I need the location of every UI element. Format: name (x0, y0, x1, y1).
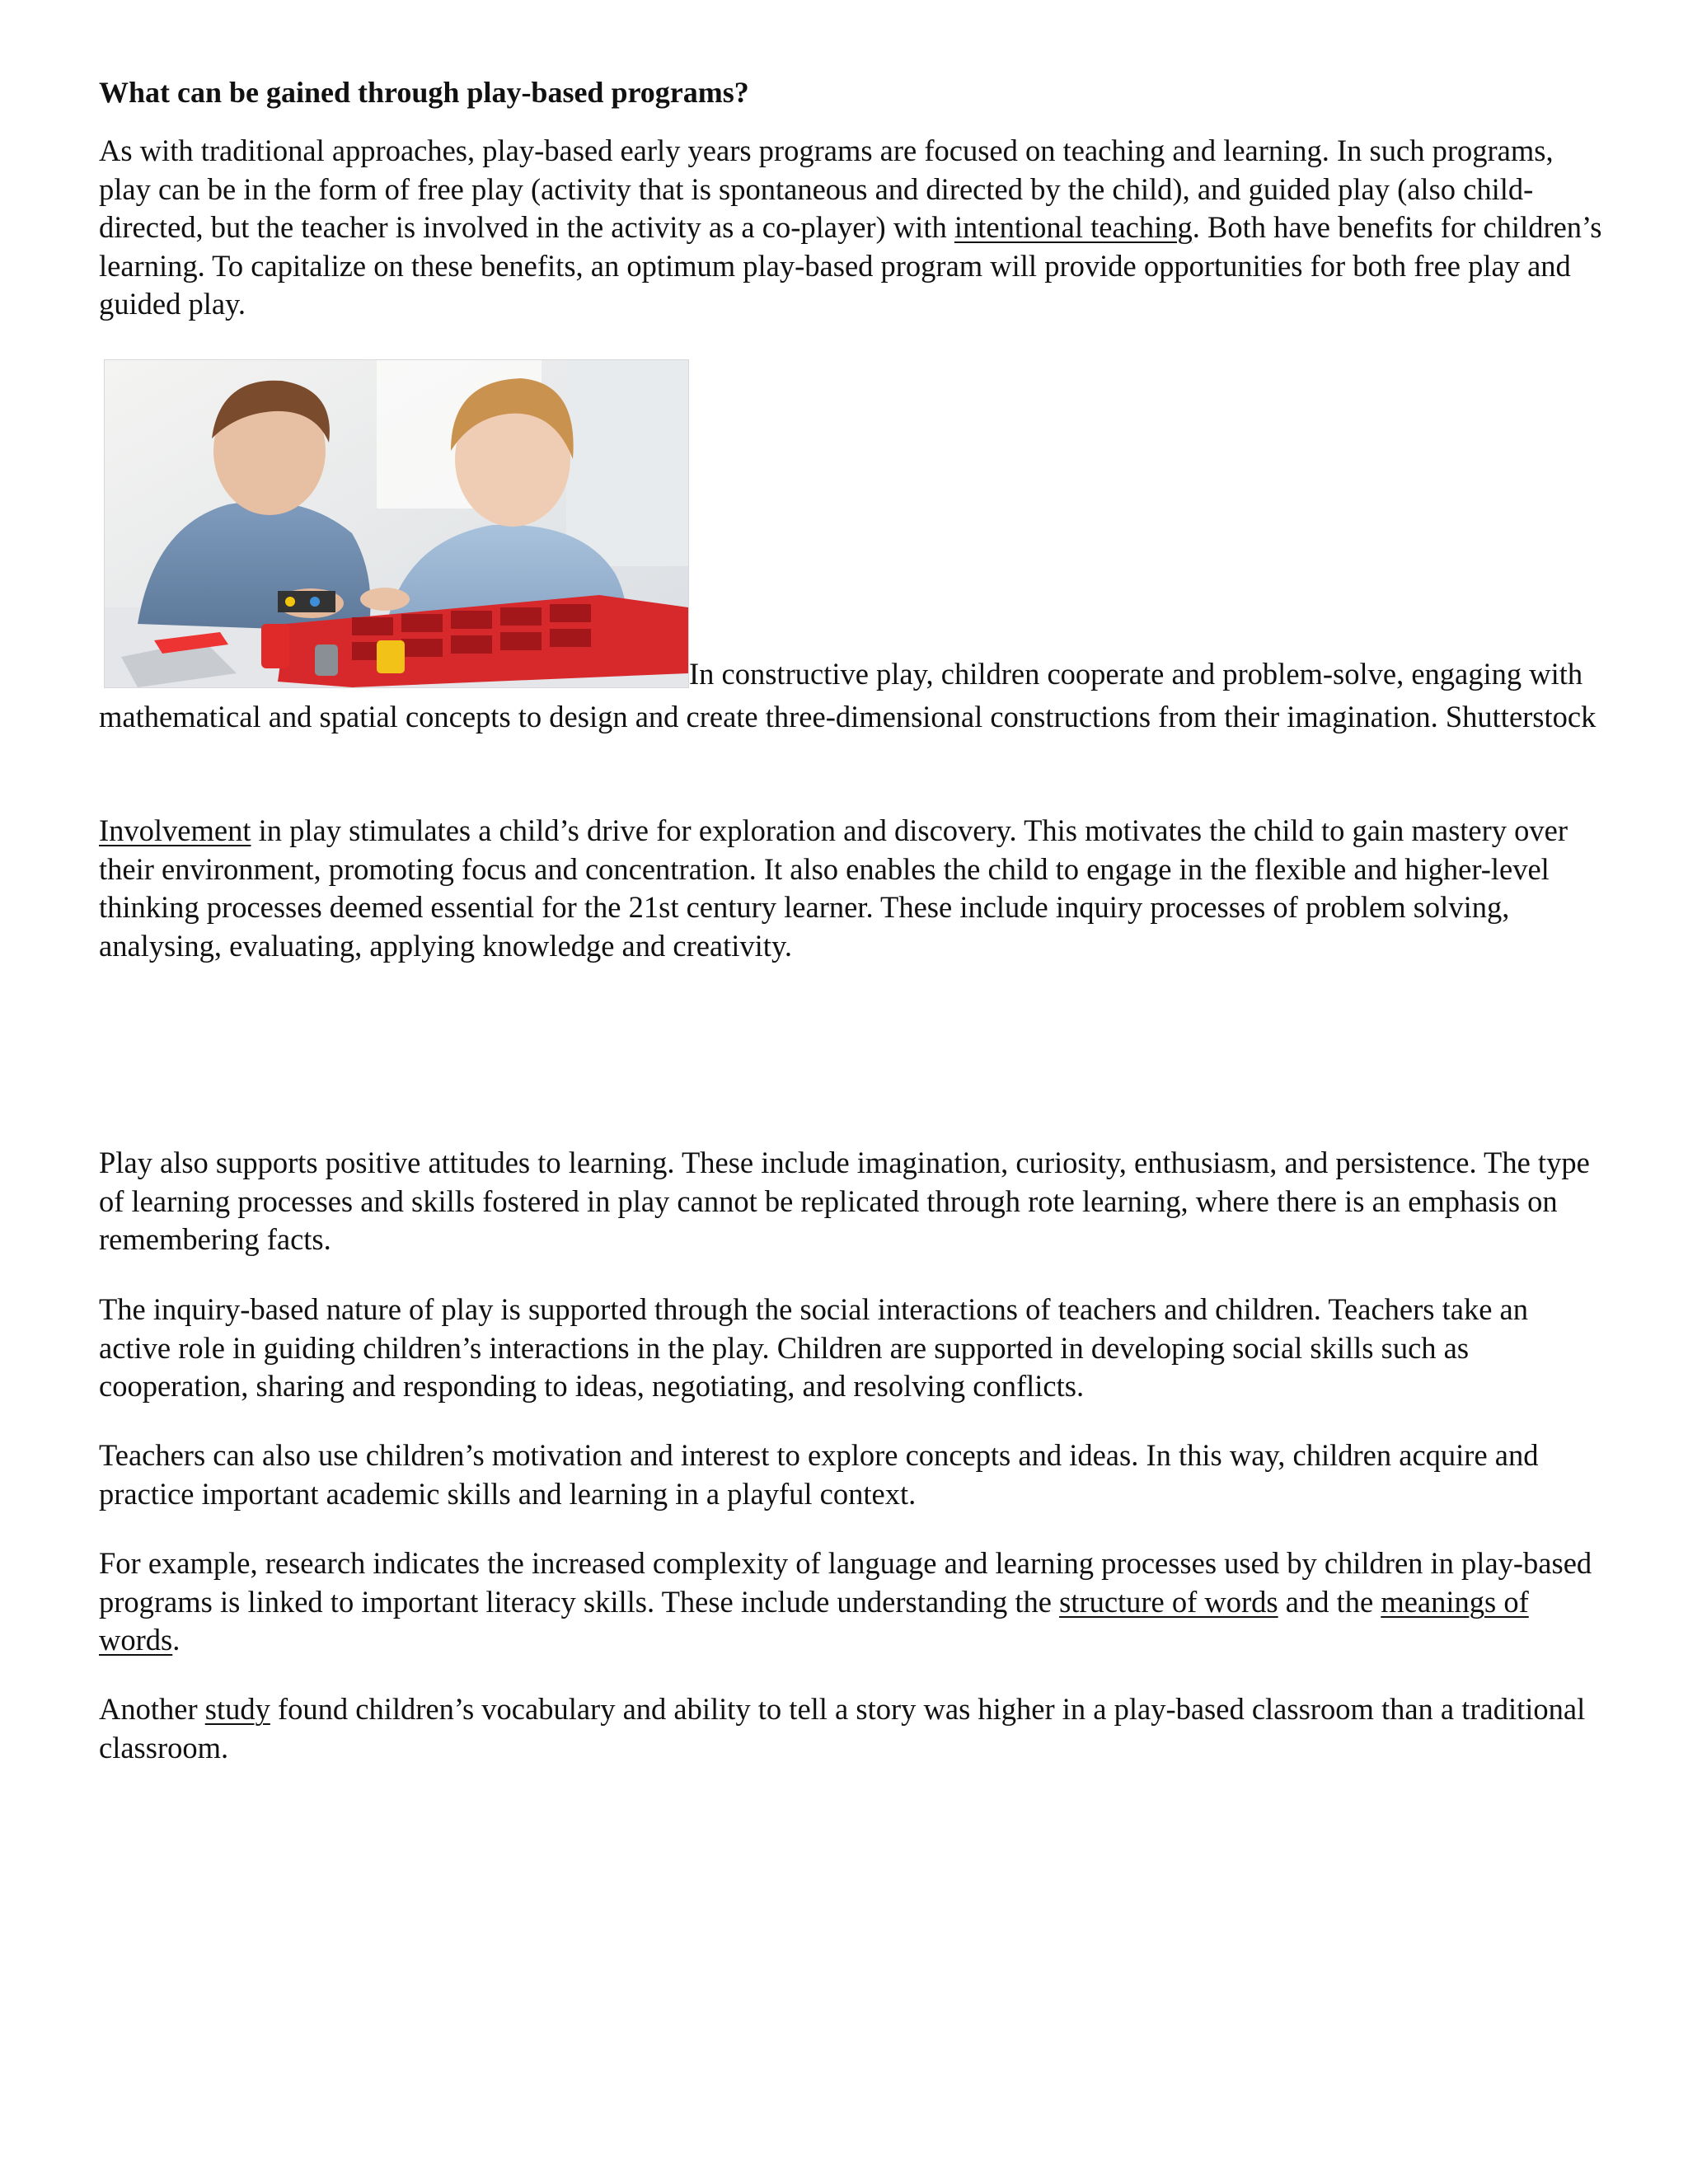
paragraph-motivation: Teachers can also use children’s motivation and interest to explore concepts and ideas. In this way, children acquire and practice important academic skills and learning in a playful context. (99, 1438, 1539, 1511)
paragraph-text: Another (99, 1692, 205, 1726)
paragraph-text: For example, research indicates the increased complexity of language and learning processes used by children in play-based programs is linked to important literacy skills. These include understanding the (99, 1546, 1592, 1619)
paragraph-example (99, 1544, 1607, 1660)
photo-caption: In constructive play, children cooperate and problem-solve, engaging with mathematical and spatial concepts to design and create three-dimensional constructions from their imagination. Shutterstock (99, 657, 1597, 733)
meanings-of-words-link[interactable]: meanings of words (99, 1584, 1529, 1657)
structure-of-words-link[interactable]: structure of words (1059, 1584, 1278, 1619)
photo-illustration (105, 360, 688, 687)
paragraph-block (99, 1436, 1607, 1513)
photo-two-boys-building-blocks-icon (104, 359, 689, 688)
paragraph-block (99, 1291, 1607, 1406)
paragraph-block (99, 812, 1607, 965)
paragraph-study (99, 1690, 1607, 1767)
paragraph-inquiry: The inquiry-based nature of play is supported through the social interactions of teachers and children. Teachers take an active role in guiding children’s interactions in the play. Children are supported in developing social skills such as cooperation, sharing and responding to ideas, negotiating, and resolving conflicts. (99, 1292, 1528, 1403)
document-body (99, 73, 1607, 324)
paragraph-text: . Both have benefits for children’s learning. To capitalize on these benefits, an optimum play-based program will provide opportunities for both free play and guided play. (99, 210, 1602, 321)
paragraph-block (99, 1544, 1607, 1660)
intentional-teaching-link[interactable]: intentional teaching (954, 210, 1193, 244)
paragraph-text: found children’s vocabulary and ability to tell a story was higher in a play-based classroom than a traditional classroom. (99, 1692, 1586, 1765)
involvement-link[interactable]: Involvement (99, 813, 251, 847)
paragraph-text: As with traditional approaches, play-based early years programs are focused on teaching and learning. In such programs, play can be in the form of free play (activity that is spontaneous and directed by the child), and guided play (also child-directed, but the teacher is involved in the activity as a co-player) with (99, 134, 1554, 244)
paragraph-block (99, 1144, 1607, 1259)
paragraph-text: . (172, 1623, 181, 1657)
paragraph-text: and the (1278, 1584, 1381, 1619)
section-heading: What can be gained through play-based programs? (99, 76, 749, 109)
paragraph-intro (99, 132, 1607, 324)
paragraph-attitudes: Play also supports positive attitudes to learning. These include imagination, curiosity, enthusiasm, and persistence. The type of learning processes and skills fostered in play cannot be replicated through rote learning, where there is an emphasis on remembering facts. (99, 1146, 1590, 1256)
paragraph-block (99, 1690, 1607, 1767)
paragraph-text: in play stimulates a child’s drive for exploration and discovery. This motivates the child to gain mastery over their environment, promoting focus and concentration. It also enables the child to engage in the flexible and higher-level thinking processes deemed essential for the 21st century learner. These include inquiry processes of problem solving, analysing, evaluating, applying knowledge and creativity. (99, 813, 1568, 963)
study-link[interactable]: study (204, 1692, 270, 1726)
paragraph-involvement (99, 812, 1607, 965)
